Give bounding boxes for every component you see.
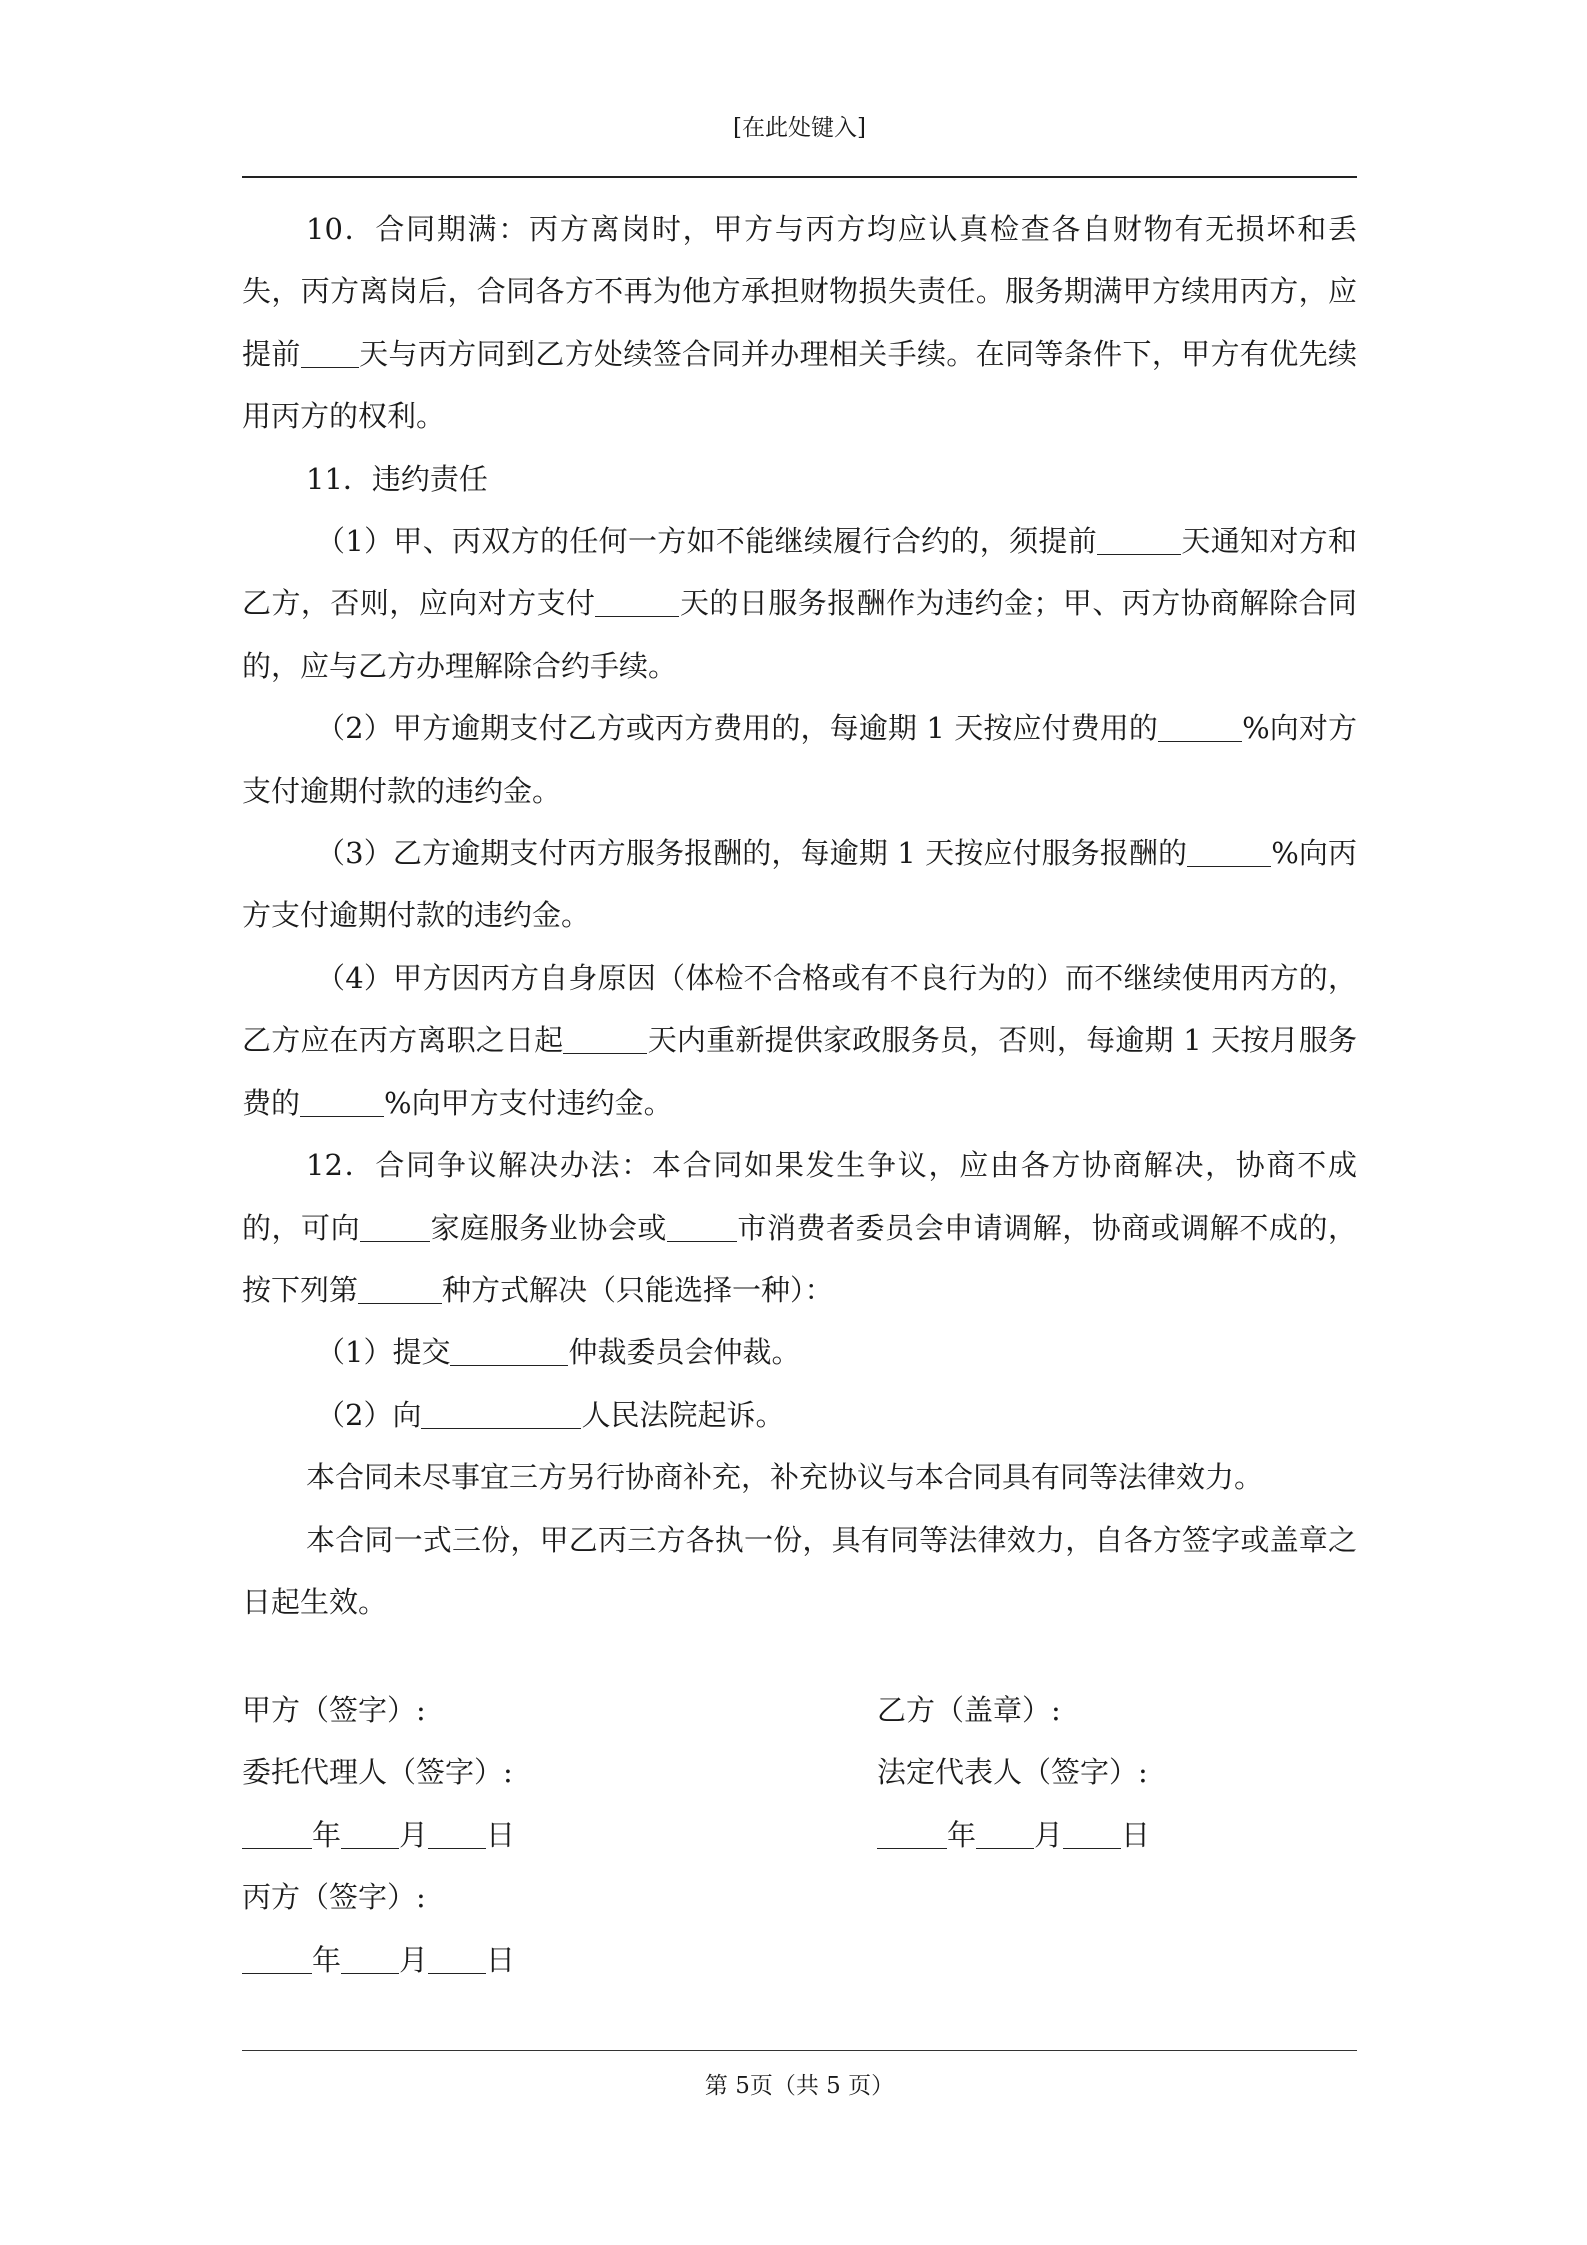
day-label: 日 [486, 1943, 516, 1977]
closing-paragraph-2 [242, 1509, 1357, 1634]
page-footer [242, 2066, 1357, 2106]
clause-11-title [242, 448, 1357, 510]
clause-11-item-4 [242, 947, 1357, 1134]
year-label: 年 [312, 1943, 342, 1977]
closing-paragraph-1 [242, 1446, 1357, 1508]
clause-11-item-3-text-2: %向丙方支付逾期付款的违约金。 [242, 836, 1357, 933]
day-label: 日 [1121, 1818, 1151, 1852]
clause-11-item-3 [242, 822, 1357, 947]
blank-association[interactable] [360, 1211, 430, 1242]
blank-city[interactable] [667, 1211, 737, 1242]
blank-year-a[interactable] [242, 1818, 312, 1849]
blank-day-b[interactable] [1063, 1818, 1121, 1849]
option-2-prefix: （2）向 [316, 1397, 422, 1432]
month-label: 月 [399, 1818, 429, 1852]
clause-11-title-text: 11．违约责任 [306, 461, 488, 496]
blank-penalty-days[interactable] [595, 586, 679, 617]
clause-11-item-3-text-1: （3）乙方逾期支付丙方服务报酬的，每逾期 1 天按应付服务报酬的 [316, 836, 1188, 871]
date-line-c [242, 1940, 515, 1980]
clause-11-item-2-text-1: （2）甲方逾期支付乙方或丙方费用的，每逾期 1 天按应付费用的 [316, 711, 1159, 746]
closing-text-1: 本合同未尽事宜三方另行协商补充，补充协议与本合同具有同等法律效力。 [306, 1460, 1264, 1495]
year-label: 年 [312, 1818, 342, 1852]
month-label: 月 [1034, 1818, 1064, 1852]
year-label: 年 [947, 1818, 977, 1852]
party-c-signature [242, 1877, 426, 1917]
clause-11-item-4-text-1: （4）甲方因丙方自身原因（体检不合格或有不良行为的）而不继续使用丙方的，乙方应在丙方离职之日起 [242, 960, 1357, 1058]
option-2-suffix: 人民法院起诉。 [581, 1397, 785, 1432]
clause-12-text-3: 市消费者委员会申请调解，协商或调解不成的，按下列第 [242, 1210, 1357, 1307]
blank-arbitration-committee[interactable] [450, 1335, 568, 1366]
blank-day-a[interactable] [428, 1818, 486, 1849]
party-a-label: 甲方（签字）: [242, 1693, 426, 1727]
clause-11-item-2 [242, 697, 1357, 822]
closing-text-2: 本合同一式三份，甲乙丙三方各执一份，具有同等法律效力，自各方签字或盖章之日起生效。 [242, 1522, 1357, 1619]
party-b-seal [877, 1690, 1061, 1730]
blank-service-fee-percent[interactable] [300, 1086, 384, 1117]
clause-11-item-1-text-2: 天通知对方和乙方，否则，应向对方支付 [242, 524, 1357, 621]
agent-label: 委托代理人（签字）: [242, 1755, 513, 1789]
clause-11-item-4-text-3: %向甲方支付违约金。 [384, 1085, 673, 1120]
clause-12-text-2: 家庭服务业协会或 [430, 1210, 667, 1245]
legal-rep-label: 法定代表人（签字）: [877, 1755, 1148, 1789]
clause-11-item-4-text-2: 天内重新提供家政服务员，否则，每逾期 1 天按月服务费的 [242, 1023, 1357, 1120]
blank-notice-days[interactable] [1097, 524, 1181, 555]
clause-11-item-2-text-2: %向对方支付逾期付款的违约金。 [242, 711, 1357, 808]
page-header [242, 108, 1357, 148]
clause-12-text-1: 12．合同争议解决办法：本合同如果发生争议，应由各方协商解决，协商不成的，可向 [242, 1148, 1357, 1245]
clause-12-text-4: 种方式解决（只能选择一种）： [442, 1272, 834, 1307]
day-label: 日 [486, 1818, 516, 1852]
header-divider [242, 176, 1357, 178]
blank-fee-percent[interactable] [1158, 711, 1242, 742]
blank-month-b[interactable] [976, 1818, 1034, 1849]
clause-11-item-1-text-1: （1）甲、丙双方的任何一方如不能继续履行合约的，须提前 [316, 524, 1098, 559]
clause-12-option-2 [242, 1384, 1357, 1446]
blank-renewal-days[interactable] [301, 337, 359, 368]
month-label: 月 [399, 1943, 429, 1977]
blank-year-c[interactable] [242, 1943, 312, 1974]
legal-rep-signature [877, 1752, 1148, 1792]
clause-11-item-1 [242, 510, 1357, 697]
clause-12 [242, 1134, 1357, 1321]
header-text: [在此处键入] [733, 115, 866, 141]
party-b-label: 乙方（盖章）: [877, 1693, 1061, 1727]
party-c-label: 丙方（签字）: [242, 1880, 426, 1914]
blank-remuneration-percent[interactable] [1187, 836, 1271, 867]
date-line-a [242, 1815, 515, 1855]
blank-day-c[interactable] [428, 1943, 486, 1974]
clause-12-option-1 [242, 1321, 1357, 1383]
option-1-prefix: （1）提交 [316, 1335, 451, 1370]
blank-month-a[interactable] [341, 1818, 399, 1849]
clause-10-text-2: 天与丙方同到乙方处续签合同并办理相关手续。在同等条件下，甲方有优先续用丙方的权利。 [242, 336, 1357, 434]
footer-divider [242, 2050, 1357, 2051]
option-1-suffix: 仲裁委员会仲裁。 [568, 1335, 801, 1370]
blank-year-b[interactable] [877, 1818, 947, 1849]
date-line-b [877, 1815, 1150, 1855]
blank-method-number[interactable] [358, 1273, 442, 1304]
party-a-signature [242, 1690, 426, 1730]
blank-month-c[interactable] [341, 1943, 399, 1974]
page-number: 第 5页（共 5 页） [704, 2073, 895, 2099]
agent-signature [242, 1752, 513, 1792]
blank-court[interactable] [421, 1398, 581, 1429]
blank-replacement-days[interactable] [563, 1023, 647, 1054]
contract-body [242, 198, 1357, 1633]
clause-10-text-1: 10．合同期满：丙方离岗时，甲方与丙方均应认真检查各自财物有无损坏和丢失，丙方离岗后，合同各方不再为他方承担财物损失责任。服务期满甲方续用丙方，应提前 [242, 212, 1357, 371]
clause-11-item-1-text-3: 天的日服务报酬作为违约金；甲、丙方协商解除合同的，应与乙方办理解除合约手续。 [242, 586, 1357, 683]
clause-10 [242, 198, 1357, 448]
